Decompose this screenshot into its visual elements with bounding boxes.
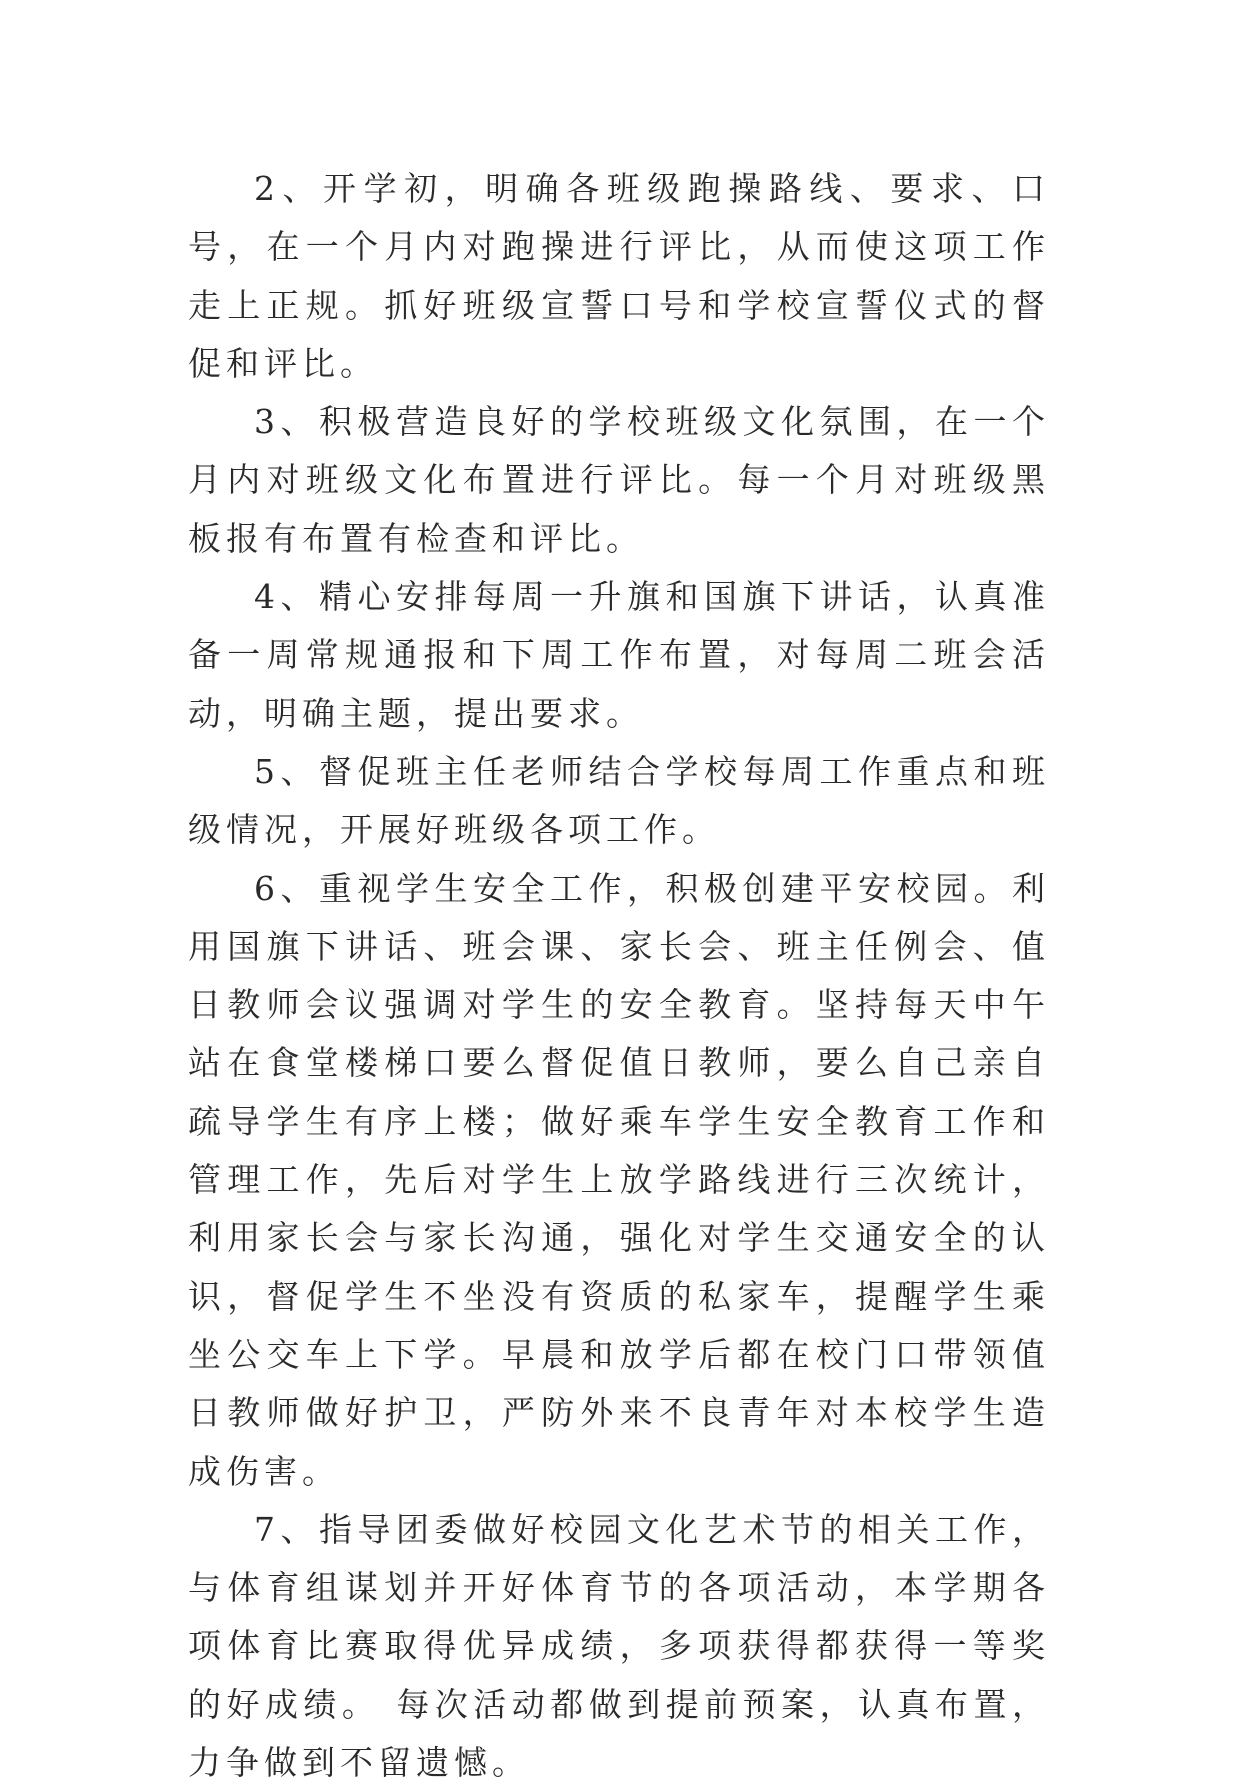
paragraph-item-3: 3、积极营造良好的学校班级文化氛围，在一个月内对班级文化布置进行评比。每一个月对班级黑板报有布置有检查和评比。: [188, 402, 1050, 558]
paragraph-item-5: 5、督促班主任老师结合学校每周工作重点和班级情况，开展好班级各项工作。: [188, 751, 1050, 850]
document-body: [188, 160, 1050, 1792]
paragraph-item-2: 2、开学初，明确各班级跑操路线、要求、口号，在一个月内对跑操进行评比，从而使这项工作走上正规。抓好班级宣誓口号和学校宣誓仪式的督促和评比。: [188, 169, 1050, 383]
paragraph-item-6: 6、重视学生安全工作，积极创建平安校园。利用国旗下讲话、班会课、家长会、班主任例会、值日教师会议强调对学生的安全教育。坚持每天中午站在食堂楼梯口要么督促值日教师，要么自己亲自疏导学生有序上楼；做好乘车学生安全教育工作和管理工作，先后对学生上放学路线进行三次统计，利用家长会与家长沟通，强化对学生交通安全的认识，督促学生不坐没有资质的私家车，提醒学生乘坐公交车上下学。早晨和放学后都在校门口带领值日教师做好护卫，严防外来不良青年对本校学生造成伤害。: [188, 868, 1050, 1491]
paragraph-item-7: 7、指导团委做好校园文化艺术节的相关工作，与体育组谋划并开好体育节的各项活动，本学期各项体育比赛取得优异成绩，多项获得都获得一等奖的好成绩。 每次活动都做到提前预案，认真布置，力争做到不留遗憾。: [188, 1509, 1050, 1783]
paragraph-item-4: 4、精心安排每周一升旗和国旗下讲话，认真准备一周常规通报和下周工作布置，对每周二班会活动，明确主题，提出要求。: [188, 577, 1050, 733]
